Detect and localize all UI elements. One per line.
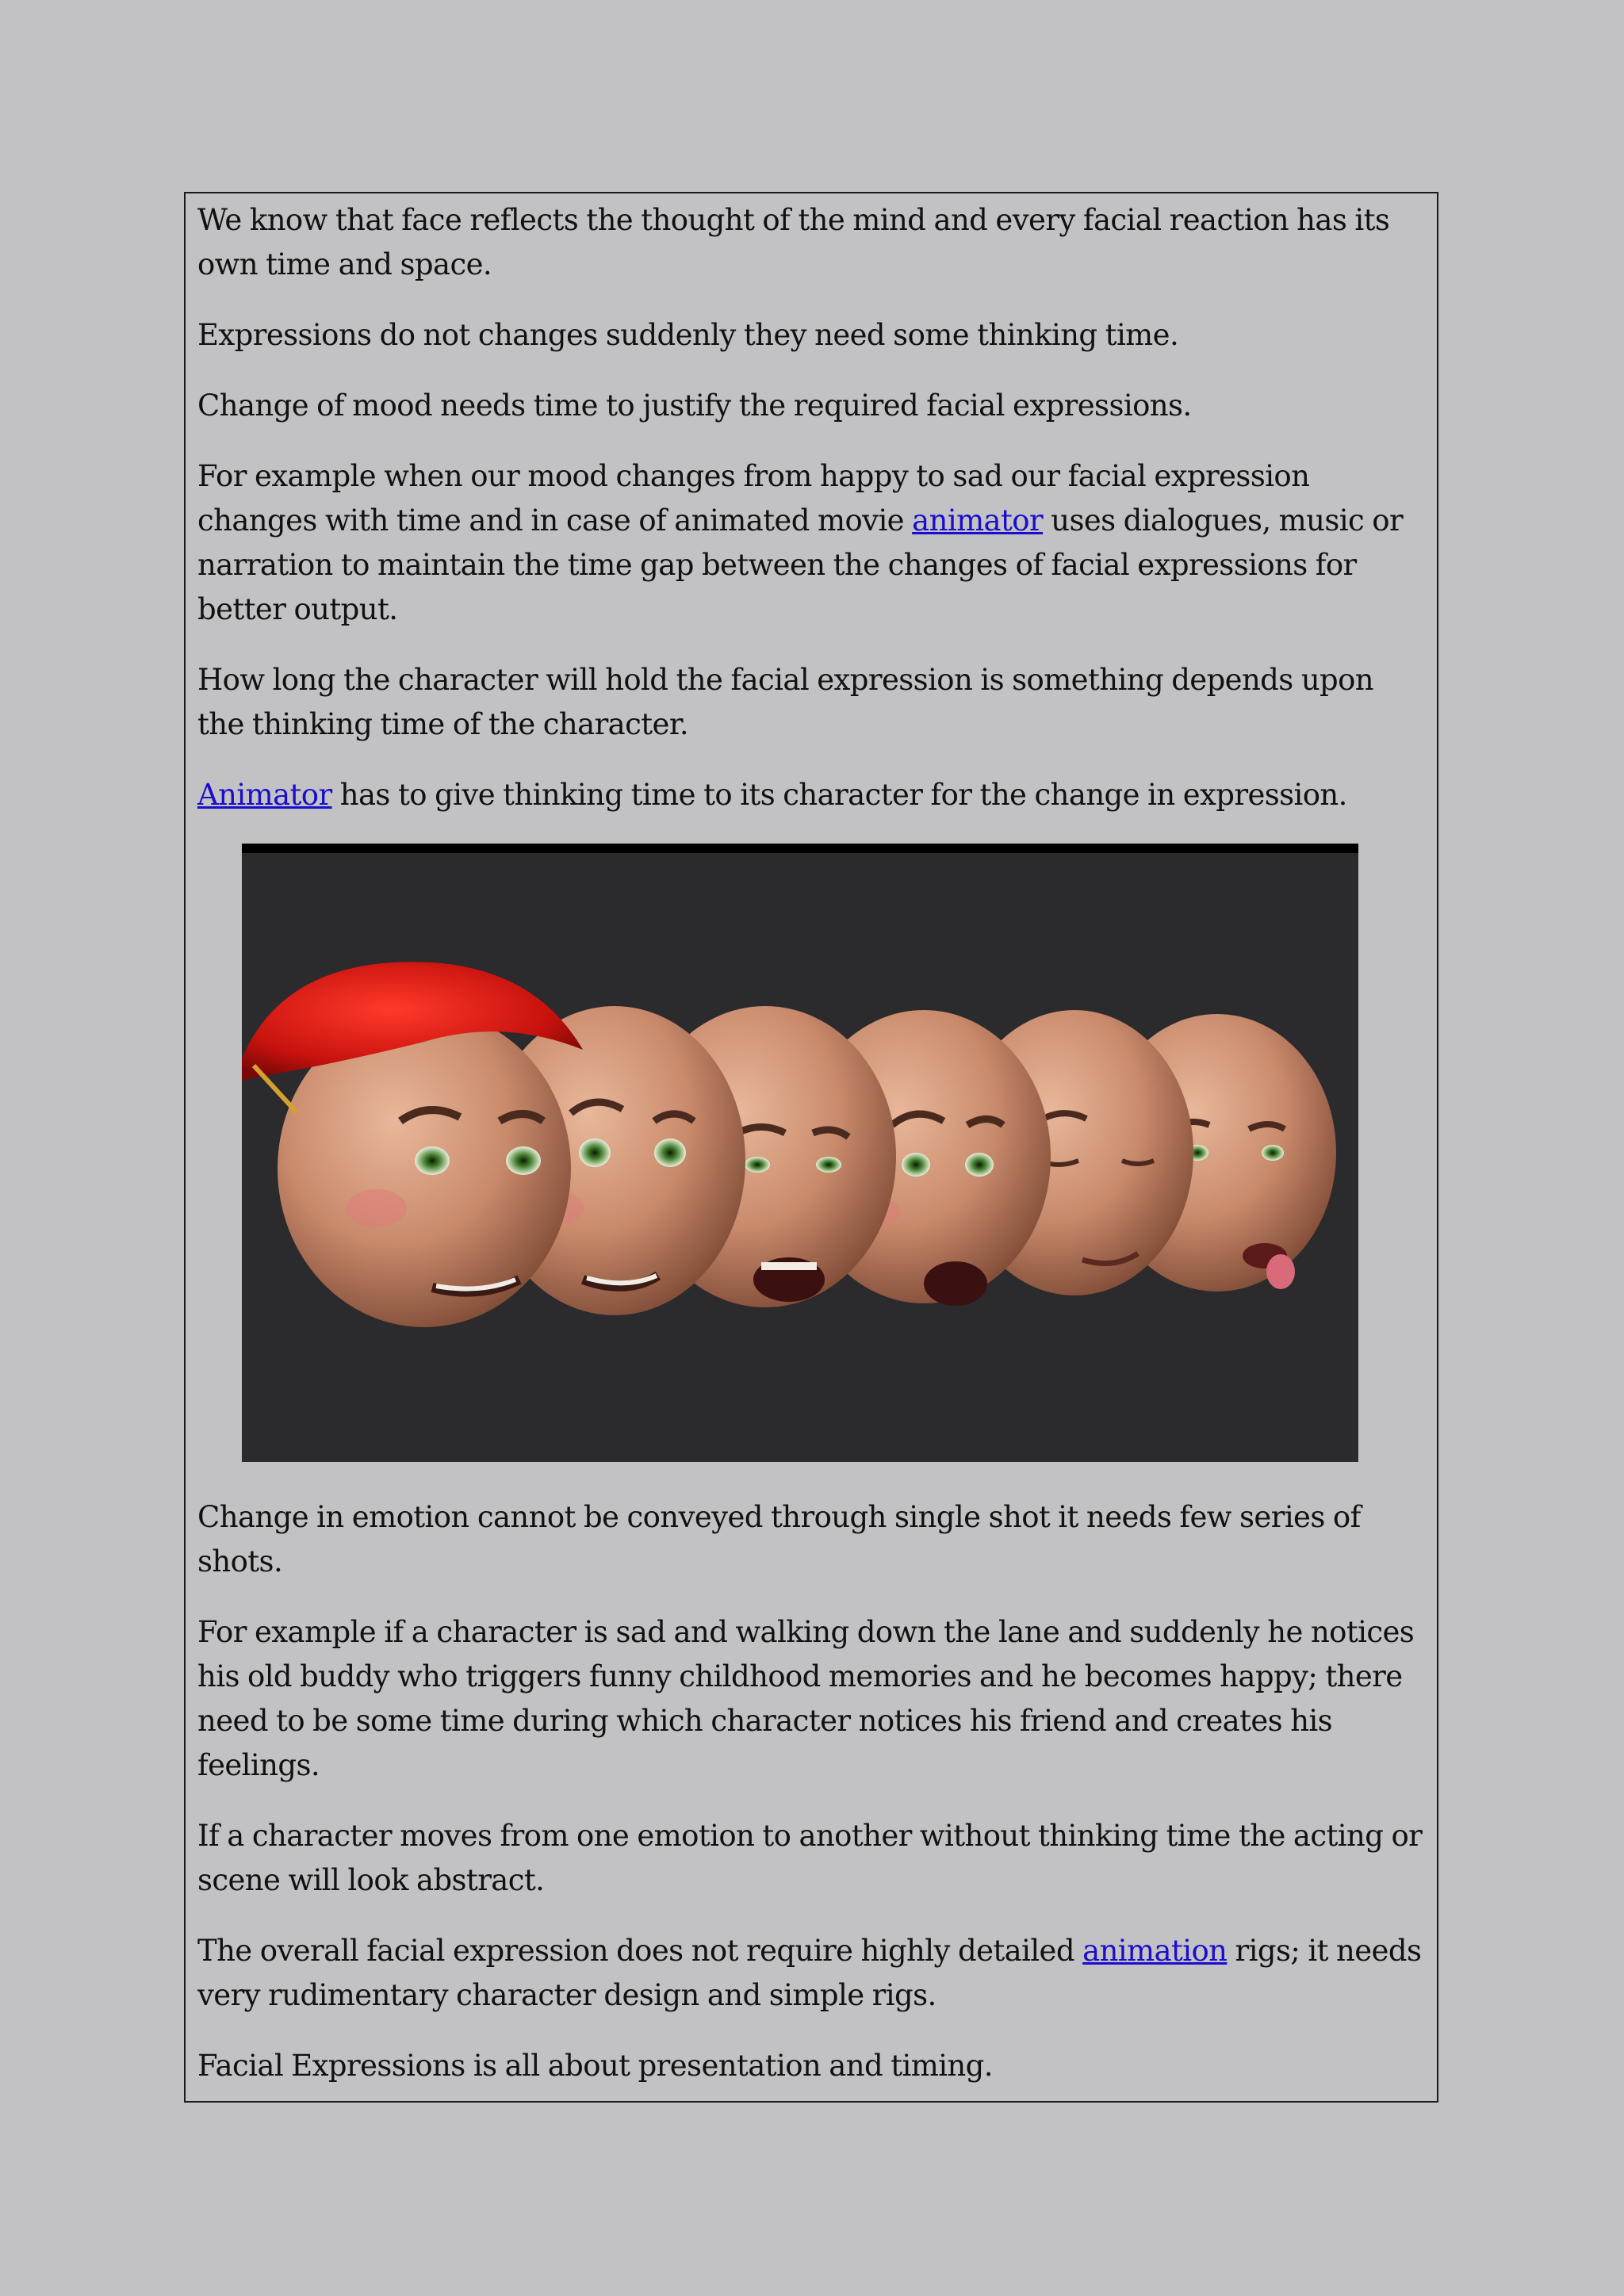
paragraph-text: The overall facial expression does not require highly detailed <box>197 1934 1083 1968</box>
paragraph-text: has to give thinking time to its character for the change in expression. <box>331 778 1347 812</box>
paragraph-text: Change of mood needs time to justify the required facial expressions. <box>197 388 1192 423</box>
paragraph-text: We know that face reflects the thought of the mind and every facial reaction has its own time and space. <box>197 203 1390 281</box>
bottom-paragraph-4 <box>197 1929 1426 2018</box>
top-paragraph-3 <box>197 384 1426 428</box>
paragraph-text: How long the character will hold the facial expression is something depends upon the thinking time of the character. <box>197 663 1374 741</box>
link-animation[interactable]: animation <box>1082 1934 1228 1968</box>
top-paragraph-4 <box>197 454 1426 632</box>
facial-expressions-image <box>242 844 1358 1462</box>
paragraph-text: Change in emotion cannot be conveyed through single shot it needs few series of shots. <box>197 1500 1361 1578</box>
text-block-top <box>197 198 1426 817</box>
text-block-bottom <box>197 1495 1426 2088</box>
bottom-paragraph-2 <box>197 1610 1426 1788</box>
facial-expressions-heads-icon <box>242 844 1358 1462</box>
link-animator[interactable]: Animator <box>197 778 332 812</box>
document-frame <box>184 192 1438 2103</box>
top-paragraph-1 <box>197 198 1426 287</box>
top-paragraph-6 <box>197 773 1426 817</box>
paragraph-text: rigs; it needs very rudimentary character design and simple rigs. <box>197 1934 1422 2012</box>
bottom-paragraph-3 <box>197 1814 1426 1903</box>
top-paragraph-2 <box>197 313 1426 358</box>
top-paragraph-5 <box>197 658 1426 747</box>
bottom-paragraph-5 <box>197 2044 1426 2088</box>
paragraph-text: Facial Expressions is all about presentation and timing. <box>197 2049 993 2083</box>
link-animator[interactable]: animator <box>912 503 1044 538</box>
paragraph-text: Expressions do not changes suddenly they need some thinking time. <box>197 318 1179 352</box>
paragraph-text: uses dialogues, music or narration to maintain the time gap between the changes of facial expressions for better output. <box>197 503 1404 626</box>
paragraph-text: For example if a character is sad and walking down the lane and suddenly he notices his old buddy who triggers funny childhood memories and he becomes happy; there need to be some time during which character notices his friend and creates his feelings. <box>197 1615 1415 1782</box>
paragraph-text: If a character moves from one emotion to another without thinking time the acting or scene will look abstract. <box>197 1819 1423 1897</box>
paragraph-text: For example when our mood changes from happy to sad our facial expression changes with time and in case of animated movie <box>197 459 1310 538</box>
bottom-paragraph-1 <box>197 1495 1426 1584</box>
